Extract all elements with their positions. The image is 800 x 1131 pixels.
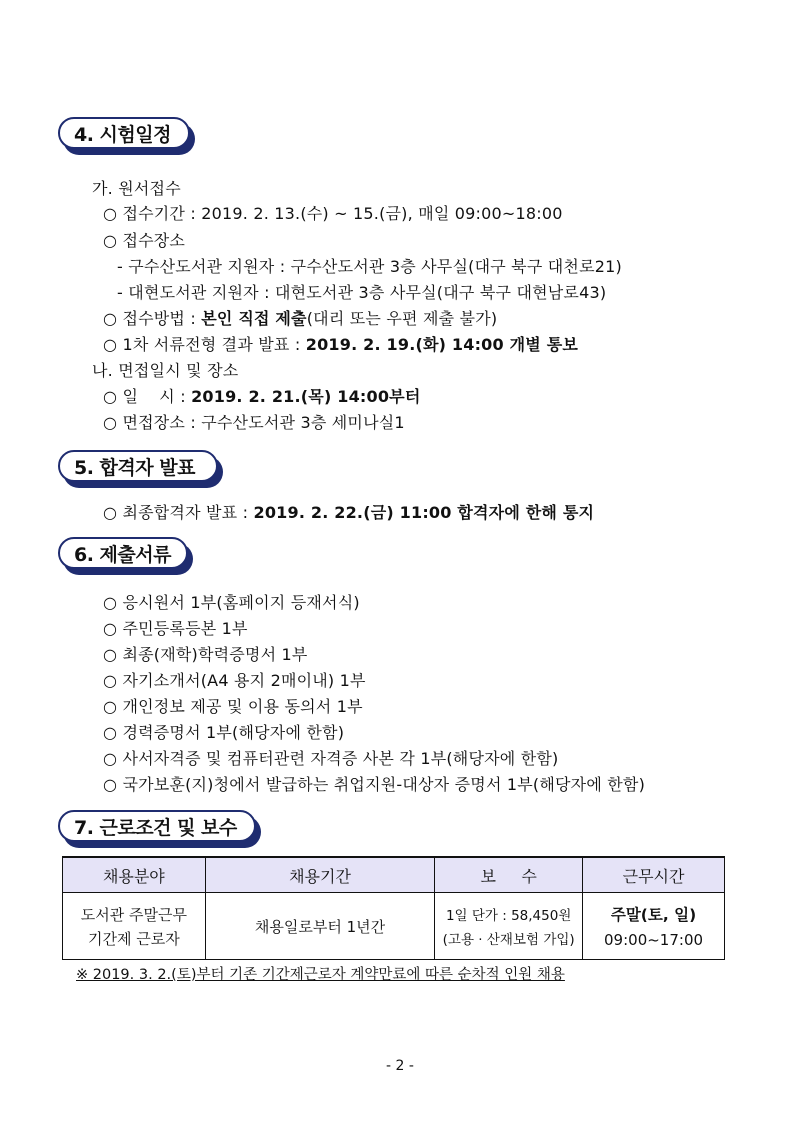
interview-time-label: ○ 일 시 : [103,387,192,406]
header-pay: 보 수 [435,857,583,893]
final-announcement [103,500,594,523]
reception-place-gususan: - 구수산도서관 지원자 : 구수산도서관 3층 사무실(대구 북구 대천로21) [117,257,622,276]
section-4-title: 4. 시험일정 [58,117,190,149]
document-item: ○ 최종(재학)학력증명서 1부 [103,645,308,664]
hours-line-1: 주말(토, 일) [610,906,697,924]
hiring-note: ※ 2019. 3. 2.(토)부터 기존 기간제근로자 계약만료에 따른 순차적 인원 채용 [76,967,565,983]
interview-heading: 나. 면접일시 및 장소 [92,361,239,380]
cell-pay [435,893,583,960]
first-result-announcement [103,332,578,355]
table-row [63,893,725,960]
reception-method [103,306,497,329]
reception-period [103,201,563,224]
table-header-row [63,857,725,893]
interview-time [103,384,420,407]
document-item: ○ 경력증명서 1부(해당자에 한함) [103,723,345,742]
document-item: ○ 자기소개서(A4 용지 2매이내) 1부 [103,671,366,690]
working-conditions-table [62,856,725,960]
final-announcement-label: ○ 최종합격자 발표 : [103,503,254,522]
cell-hours [583,893,725,960]
field-line-1: 도서관 주말근무 [80,905,187,924]
reception-period-value: 2019. 2. 13.(수) ~ 15.(금), 매일 09:00~18:00 [201,204,563,223]
cell-field [63,893,206,960]
pay-line-1: 1일 단가 : 58,450원 [445,908,572,924]
reception-place-label: ○ 접수장소 [103,231,186,250]
first-result-label: ○ 1차 서류전형 결과 발표 : [103,335,306,354]
header-hours: 근무시간 [583,857,725,893]
document-item: ○ 응시원서 1부(홈페이지 등재서식) [103,593,360,612]
reception-period-label: ○ 접수기간 : [103,204,202,223]
section-7-title: 7. 근로조건 및 보수 [58,810,256,842]
document-item: ○ 주민등록등본 1부 [103,619,248,638]
section-6-title: 6. 제출서류 [58,537,188,569]
pay-line-2: (고용 · 산재보험 가입) [442,932,575,948]
cell-period: 채용일로부터 1년간 [205,893,435,960]
reception-method-suffix: (대리 또는 우편 제출 불가) [306,309,498,328]
reception-method-label: ○ 접수방법 : [103,309,202,328]
interview-time-value: 2019. 2. 21.(목) 14:00부터 [191,387,421,406]
document-item: ○ 개인정보 제공 및 이용 동의서 1부 [103,697,363,716]
header-period: 채용기간 [205,857,435,893]
hours-line-2: 09:00~17:00 [604,931,704,949]
reception-place-daehyeon: - 대현도서관 지원자 : 대현도서관 3층 사무실(대구 북구 대현남로43) [117,283,607,302]
section-5-title: 5. 합격자 발표 [58,450,218,482]
header-field: 채용분야 [63,857,206,893]
document-item: ○ 국가보훈(지)청에서 발급하는 취업지원-대상자 증명서 1부(해당자에 한함) [103,775,646,794]
reception-method-bold: 본인 직접 제출 [201,309,307,328]
document-item: ○ 사서자격증 및 컴퓨터관련 자격증 사본 각 1부(해당자에 한함) [103,749,559,768]
final-announcement-value: 2019. 2. 22.(금) 11:00 합격자에 한해 통지 [253,503,595,522]
reception-heading: 가. 원서접수 [92,179,181,198]
first-result-value: 2019. 2. 19.(화) 14:00 개별 통보 [305,335,579,354]
interview-place: ○ 면접장소 : 구수산도서관 3층 세미나실1 [103,413,405,432]
page-number: - 2 - [386,1058,414,1074]
field-line-2: 기간제 근로자 [88,929,180,948]
